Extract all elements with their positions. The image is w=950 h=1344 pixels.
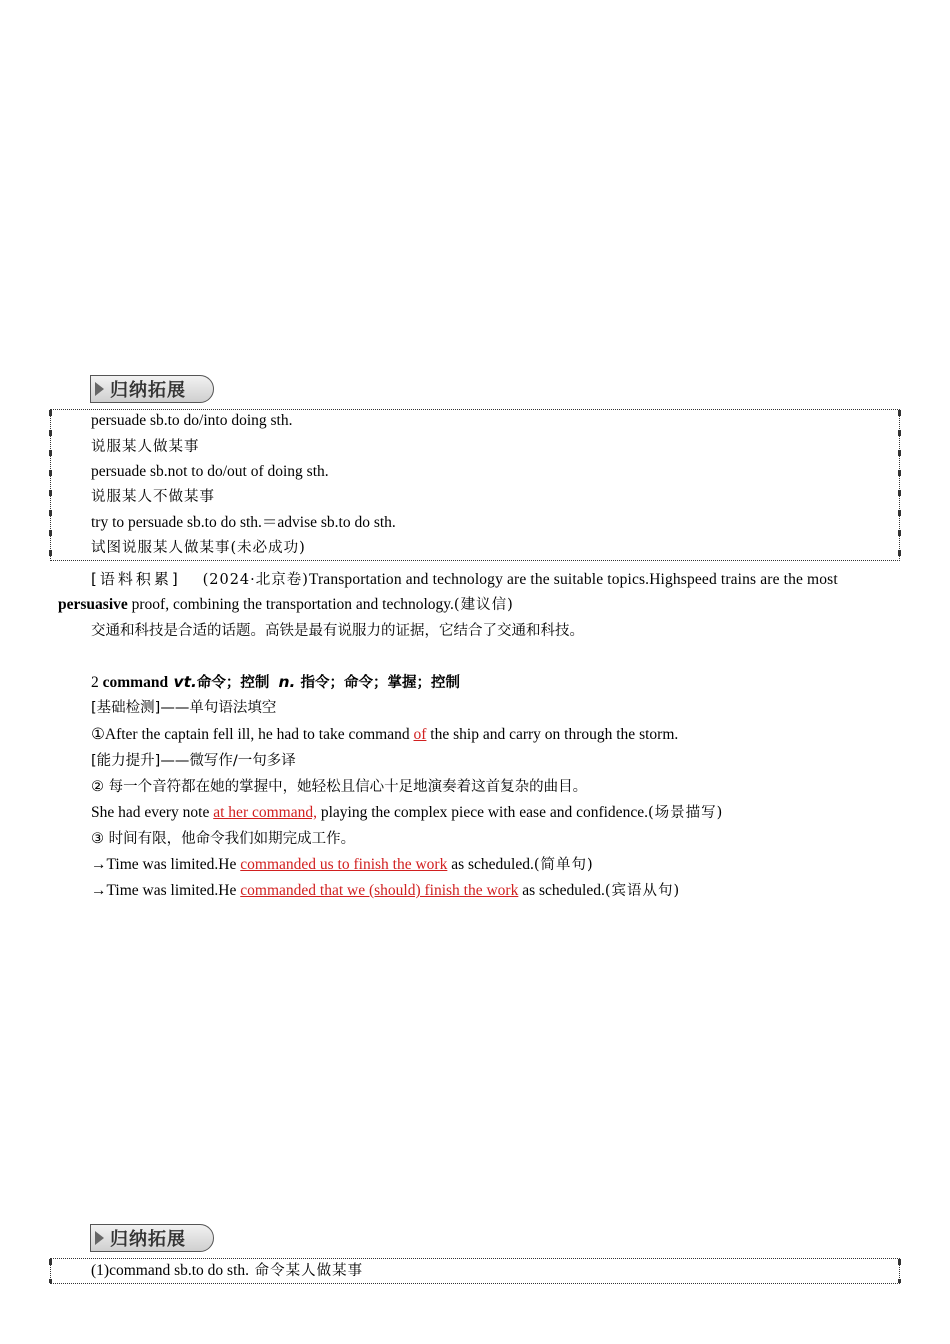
q2-note: (场景描写)	[647, 805, 724, 821]
persuasive-word: persuasive	[58, 596, 128, 613]
question-1	[91, 725, 678, 745]
q2-text-post: playing the complex piece with ease and confidence.	[316, 804, 648, 821]
question-2-chinese: ② 每一个音符都在她的掌握中，她轻松且信心十足地演奏着这首复杂的曲目。	[91, 779, 588, 795]
heading-number: 2	[91, 674, 103, 691]
heading-word: command	[102, 674, 169, 691]
heading-pos-verb: vt.	[168, 673, 197, 691]
question-3-chinese: ③ 时间有限，他命令我们如期完成工作。	[91, 831, 356, 847]
box2-line-1	[91, 1261, 363, 1281]
question-2-answer-line	[91, 803, 723, 823]
box2-left-bar	[49, 1259, 52, 1283]
q1-text-post: the ship and carry on through the storm.	[426, 726, 679, 743]
badge-label: 归纳拓展	[110, 380, 186, 401]
box-left-bar	[49, 410, 52, 560]
triangle-icon-2	[95, 1231, 104, 1245]
summary-badge-2	[90, 1224, 214, 1252]
ability-desc: ——微写作/一句多译	[160, 753, 296, 769]
accumulation-line-1	[91, 569, 892, 590]
ability-line	[91, 751, 296, 771]
q1-text-pre: ①After the captain fell ill, he had to take command	[91, 726, 414, 743]
q3b-note: (宾语从句)	[604, 883, 681, 899]
accumulation-line-2	[58, 595, 514, 615]
q3b-text-post: as scheduled.	[518, 882, 605, 899]
box-line-3: persuade sb.not to do/out of doing sth.	[91, 463, 329, 480]
q1-answer: of	[413, 726, 427, 743]
accumulation-text-2: proof, combining the transportation and technology.	[127, 596, 454, 613]
accumulation-note: (建议信)	[453, 597, 514, 613]
summary-badge	[90, 375, 214, 403]
box2-line-en: (1)command sb.to do sth.	[91, 1262, 249, 1279]
q3a-text-pre: →Time was limited.He	[91, 856, 241, 873]
q3a-answer: commanded us to finish the work	[240, 856, 448, 873]
ability-label: [能力提升]	[91, 753, 161, 769]
box2-right-bar	[898, 1259, 901, 1283]
question-3a-line	[91, 855, 594, 875]
triangle-icon	[95, 382, 104, 396]
heading-def-noun: 指令；命令；掌握；控制	[295, 675, 460, 691]
basic-check-label: [基础检测]	[91, 700, 161, 716]
accumulation-translation: 交通和科技是合适的话题。高铁是最有说服力的证据，它结合了交通和科技。	[91, 623, 584, 639]
question-3b-line	[91, 881, 680, 901]
box-right-bar	[898, 410, 901, 560]
accumulation-source: (2024·北京卷)	[202, 572, 309, 588]
basic-check-desc: ——单句语法填空	[160, 700, 277, 716]
box-line-4: 说服某人不做某事	[91, 489, 215, 505]
box-line-5: try to persuade sb.to do sth.＝advise sb.to do sth.	[91, 514, 396, 531]
q3a-note: (简单句)	[533, 857, 594, 873]
q2-text-pre: She had every note	[91, 804, 214, 821]
box2-line-cn: 命令某人做某事	[249, 1263, 364, 1279]
box-line-6: 试图说服某人做某事(未必成功)	[91, 540, 306, 556]
box-line-1: persuade sb.to do/into doing sth.	[91, 412, 293, 429]
heading-def-verb: 命令；控制	[196, 675, 275, 691]
accumulation-text-1: Transportation and technology are the suitable topics.Highspeed trains are the most	[308, 571, 838, 588]
q3b-text-pre: →Time was limited.He	[91, 882, 241, 899]
accumulation-label: [语料积累]	[91, 570, 181, 588]
q3b-answer: commanded that we (should) finish the work	[240, 882, 519, 899]
box-line-2: 说服某人做某事	[91, 439, 200, 455]
heading-pos-noun: n.	[278, 673, 296, 691]
basic-check-line	[91, 698, 276, 718]
q3a-text-post: as scheduled.	[447, 856, 534, 873]
command-heading	[91, 672, 460, 693]
badge-label-2: 归纳拓展	[110, 1229, 186, 1250]
q2-answer: at her command,	[213, 804, 317, 821]
